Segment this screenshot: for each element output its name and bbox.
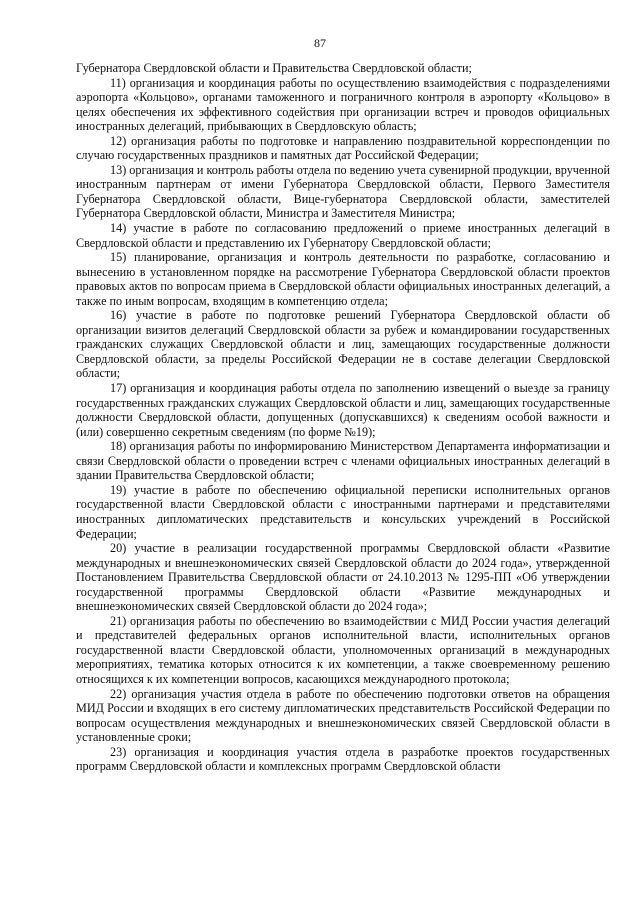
paragraph-item-16: 16) участие в работе по подготовке решений Губернатора Свердловской области об организации визитов делегаций Свердловской области за рубеж и командировании государственных гражданских служащих Свердловской области и лиц, замещающих государственные должности Свердловской области, за пределы Российской Федерации не в составе делегации Свердловской области; — [76, 308, 610, 381]
paragraph-item-12: 12) организация работы по подготовке и направлению поздравительной корреспонденции по случаю государственных праздников и памятных дат Российской Федерации; — [76, 133, 610, 163]
paragraph-item-23: 23) организация и координация участия отдела в разработке проектов государственных программ Свердловской области и комплексных программ Свердловской области — [76, 744, 610, 774]
paragraph-item-18: 18) организация работы по информированию Министерством Департамента информатизации и связи Свердловской области о проведении встреч с членами официальных иностранных делегаций в здании Правительства Свердловской области; — [76, 439, 610, 483]
paragraph-item-11: 11) организация и координация работы по осуществлению взаимодействия с подразделениями аэропорта «Кольцово», органами таможенного и пограничного контроля в аэропорту «Кольцово» в целях обеспечения их эффективного содействия при организации встреч и проводов официальных иностранных делегаций, прибывающих в Свердловскую область; — [76, 75, 610, 134]
page-number: 87 — [314, 36, 326, 50]
paragraph-item-13: 13) организация и контроль работы отдела по ведению учета сувенирной продукции, врученной иностранным партнерам от имени Губернатора Свердловской области, Первого Заместителя Губернатора Свердловской области, Вице-губернатора Свердловской области, заместителей Губернатора Свердловской области, Министра и Заместителя Министра; — [76, 162, 610, 221]
paragraph-item-17: 17) организация и координация работы отдела по заполнению извещений о выезде за границу государственных гражданских служащих Свердловской области и лиц, замещающих государственные должности Свердловской области, допущенных (допускавшихся) к сведениям особой важности и (или) совершенно секретным сведениям (по форме №19); — [76, 381, 610, 439]
document-body — [76, 61, 610, 774]
paragraph-item-14: 14) участие в работе по согласованию предложений о приеме иностранных делегаций в Свердловской области и представлению их Губернатору Свердловской области; — [76, 221, 610, 250]
paragraph-item-19: 19) участие в работе по обеспечению официальной переписки исполнительных органов государственной власти Свердловской области с иностранными партнерами и представителями иностранных дипломатических представительств и консульских учреждений в Российской Федерации; — [76, 482, 610, 541]
paragraph-item-22: 22) организация участия отдела в работе по обеспечению подготовки ответов на обращения МИД России и входящих в его систему дипломатических представительств Российской Федерации по вопросам осуществления международных и внешнеэкономических связей Свердловской области в установленные сроки; — [76, 686, 610, 745]
paragraph-item-20: 20) участие в реализации государственной программы Свердловской области «Развитие международных и внешнеэкономических связей Свердловской области до 2024 года», утвержденной Постановлением Правительства Свердловской области от 24.10.2013 № 1295-ПП «Об утверждении государственной программы Свердловской области «Развитие международных и внешнеэкономических связей Свердловской области до 2024 года»; — [76, 541, 610, 614]
paragraph-item-21: 21) организация работы по обеспечению во взаимодействии с МИД России участия делегаций и представителей федеральных органов исполнительной власти, исполнительных органов государственной власти Свердловской области, уполномоченных организаций в международных мероприятиях, тематика которых относится к их компетенции, а также своевременному решению относящихся к их компетенции вопросов, касающихся международного протокола; — [76, 613, 610, 686]
paragraph-item-15: 15) планирование, организация и контроль деятельности по разработке, согласованию и вынесению в установленном порядке на рассмотрение Губернатора Свердловской области проектов правовых актов по вопросам приема в Свердловской области официальных иностранных делегаций, а также по иным вопросам, входящим в компетенцию отдела; — [76, 250, 610, 308]
paragraph-continuation: Губернатора Свердловской области и Правительства Свердловской области; — [76, 61, 472, 75]
